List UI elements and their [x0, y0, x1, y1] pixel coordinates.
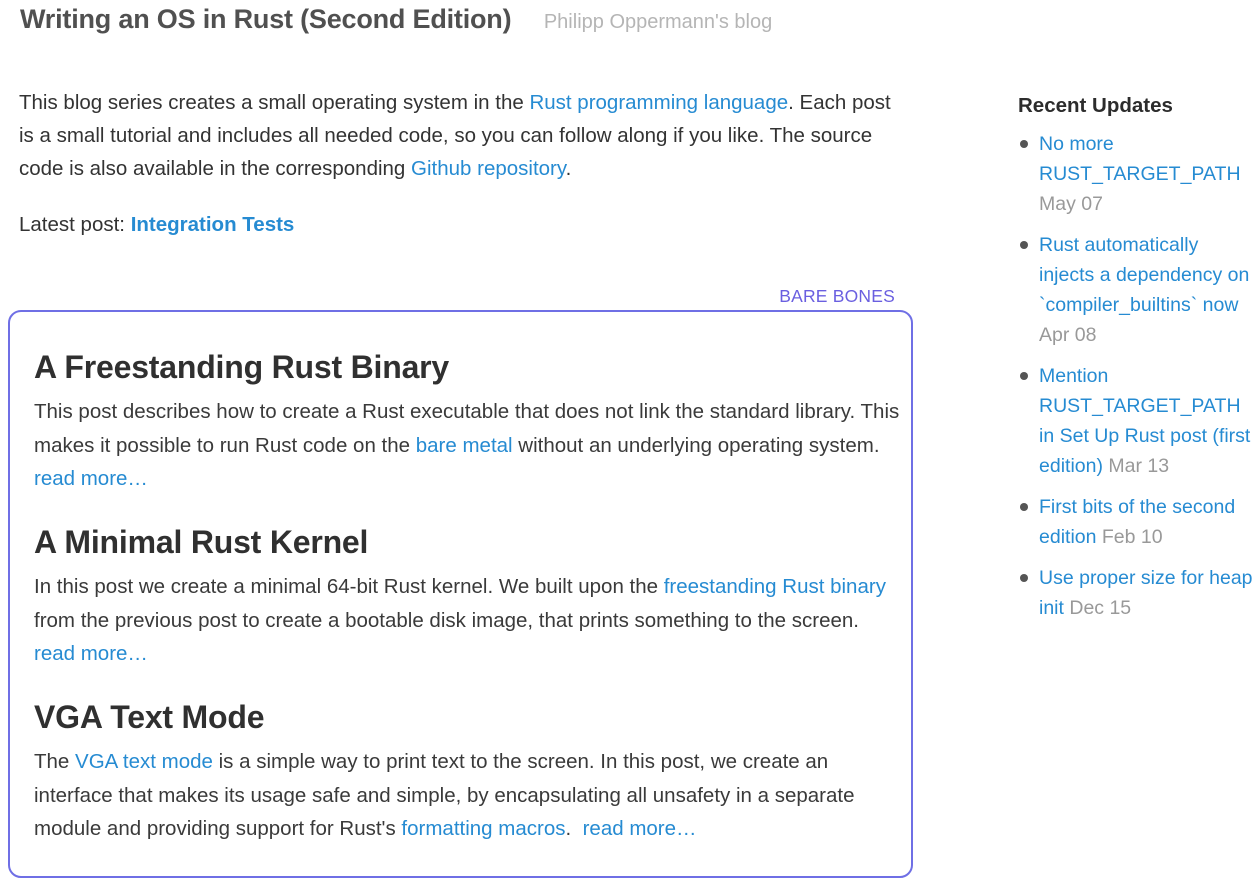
formatting-macros-link[interactable]: formatting macros: [401, 817, 566, 840]
bullet-icon: [1020, 372, 1028, 380]
post-summary: [34, 745, 904, 846]
latest-post: [19, 208, 294, 241]
summary-text: This post describes how to create a Rust executable that does not link the standard library. This makes it possible to run Rust code on the: [34, 400, 900, 457]
update-date: Mar 13: [1108, 455, 1170, 477]
bullet-icon: [1020, 574, 1028, 582]
summary-text: is a simple way to print text to the screen. In this post, we create an interface that makes its usage safe and simple, by encapsulating all unsafety in a separate module and providing support for Rust's: [34, 750, 855, 840]
post-summary: [34, 570, 904, 671]
freestanding-binary-link[interactable]: freestanding Rust binary: [663, 575, 886, 598]
update-date: May 07: [1039, 193, 1103, 215]
summary-text: without an underlying operating system.: [512, 433, 880, 457]
site-title-link[interactable]: Writing an OS in Rust (Second Edition): [20, 4, 512, 34]
recent-updates-sidebar: [1018, 94, 1258, 634]
page-header: [20, 4, 772, 35]
update-date: Feb 10: [1101, 526, 1163, 548]
vga-text-mode-link[interactable]: VGA text mode: [75, 750, 213, 773]
intro-text: This blog series creates a small operating system in the: [19, 91, 530, 114]
update-date: Apr 08: [1039, 324, 1097, 346]
summary-text: The: [34, 750, 76, 773]
read-more-link[interactable]: read more…: [34, 642, 148, 665]
post-summary: [34, 395, 904, 496]
post-title-link[interactable]: A Freestanding Rust Binary: [34, 349, 450, 385]
summary-text: In this post we create a minimal 64-bit Rust kernel. We built upon the: [34, 575, 664, 598]
post-item: [34, 523, 904, 671]
github-repository-link[interactable]: Github repository: [411, 157, 566, 180]
update-link[interactable]: First bits of the second edition: [1039, 496, 1236, 548]
read-more-link[interactable]: read more…: [582, 817, 697, 840]
update-link[interactable]: Mention RUST_TARGET_PATH in Set Up Rust post (first edition): [1039, 365, 1251, 477]
update-item: [1018, 230, 1258, 350]
post-item: [34, 698, 904, 846]
post-title-link[interactable]: A Minimal Rust Kernel: [34, 524, 369, 560]
site-subtitle: Philipp Oppermann's blog: [543, 11, 773, 33]
intro-text: .: [565, 157, 572, 180]
update-item: [1018, 361, 1258, 481]
bare-metal-link[interactable]: bare metal: [415, 433, 513, 457]
summary-text: .: [565, 817, 572, 840]
update-item: [1018, 129, 1258, 219]
post-category-box: [8, 310, 913, 878]
post-title-link[interactable]: VGA Text Mode: [34, 699, 265, 735]
summary-text: from the previous post to create a bootable disk image, that prints something to the screen.: [34, 608, 860, 632]
intro-paragraph: [19, 86, 909, 185]
bullet-icon: [1020, 241, 1028, 249]
update-link[interactable]: No more RUST_TARGET_PATH: [1039, 133, 1241, 185]
recent-updates-heading: Recent Updates: [1018, 94, 1173, 117]
post-item: [34, 348, 904, 496]
category-label: BARE BONES: [779, 286, 895, 306]
update-link[interactable]: Use proper size for heap init: [1039, 567, 1253, 619]
update-item: [1018, 492, 1258, 552]
bullet-icon: [1020, 503, 1028, 511]
recent-updates-list: [1018, 129, 1258, 623]
intro-text: . Each post is a small tutorial and includes all needed code, so you can follow along if you like. The source code is also available in the corresponding: [19, 91, 891, 180]
update-date: Dec 15: [1069, 597, 1132, 619]
bullet-icon: [1020, 140, 1028, 148]
latest-post-link[interactable]: Integration Tests: [130, 213, 295, 236]
latest-post-label: Latest post:: [19, 213, 131, 236]
update-link[interactable]: Rust automatically injects a dependency on `compiler_builtins` now: [1039, 234, 1250, 316]
rust-language-link[interactable]: Rust programming language: [529, 91, 789, 114]
update-item: [1018, 563, 1258, 623]
read-more-link[interactable]: read more…: [34, 467, 148, 490]
